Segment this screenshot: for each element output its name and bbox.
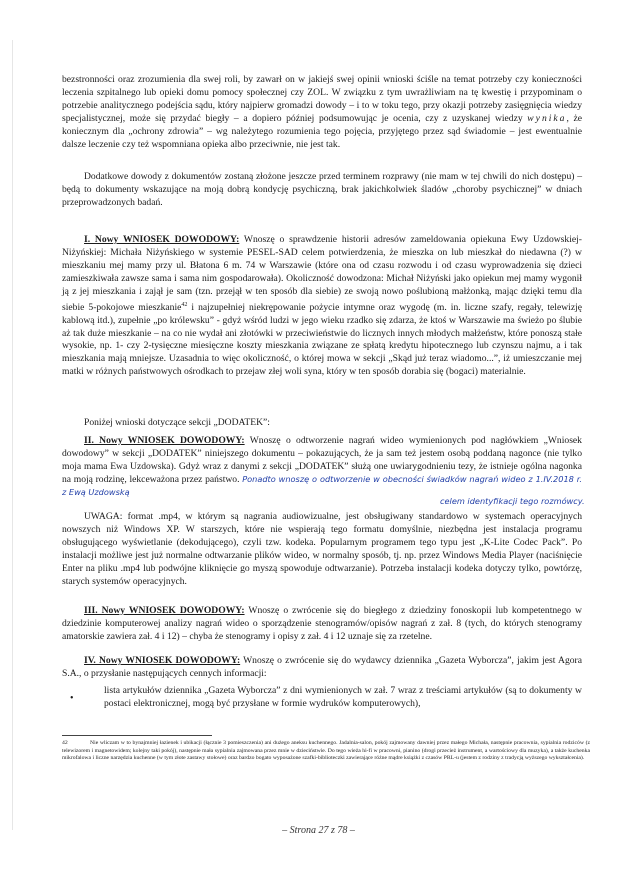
footnote-divider: [62, 735, 212, 736]
wniosek-2-heading: II. Nowy WNIOSEK DOWODOWY:: [84, 435, 245, 446]
page-number: – Strona 27 z 78 –: [282, 825, 355, 836]
handwritten-annotation-2: celem identyfikacji tego rozmówcy.: [440, 496, 585, 506]
scan-edge-line: [12, 40, 13, 830]
wniosek-3: III. Nowy WNIOSEK DOWODOWY: Wnoszę o zwrócenie się do biegłego z dziedziny fonoskopii lub kompetentnego w dziedzinie komputerowej analizy nagrań wideo o sporządzenie stenogramów/opisów nagrań z zał. 8 (tych, do których stenogramy amatorskie zawiera zał. 4 i 12) – chyba że stenogramy i opisy z zał. 4 i 12 uznaje się za rzetelne.: [62, 605, 582, 642]
spaced-word: wynika: [527, 112, 567, 124]
paragraph-bezstronnosci: bezstronności oraz zrozumienia dla swej roli, by zawarł on w jakiejś swej opinii wnioski ściśle na temat potrzeby czy konieczności leczenia szpitalnego lub opieki domu pomocy społecznej czy ZOL. W związku z tym uwrażliwiam na tę kwestię i przypominam o potrzebie analitycznego podejścia sądu, który najpierw gromadzi dowody – i to w toku tego, przy okazji potrzeby zasięgnięcia wiedzy specjalistycznej, może się przydać biegły – a dopiero później podsumowując je ocenia, czy z uzyskanej wiedzy wynika, że koniecznym dla „ochrony zdrowia” – wg należytego rozumienia tego pojęcia, przyjętego przez sąd świadomie – jest ewentualnie dalsze leczenie czy też wspomniana opieka albo przeciwnie, nie jest tak.: [62, 74, 582, 150]
footnote-42: 42 Nie wliczam w to bynajmniej łazienek i ubikacji (łącznie 3 pomieszczenia) ani dużego aneksu kuchennego. Jadalnia-salon, pokój zajmowany dawniej przez małego Michała, następnie pracownia, sypialnia rodziców (z telewizorem i magnetowidem; kolejny taki pokój), następnie mała sypialnia zajmowana przez mnie w dzieciństwie. Do tego wieża hi-fi w pracowni, pianino (drogi przecież instrument, a wartościowy dla muzyka), a także kuchenka mikrofalowa i liczne narzędzia kuchenne (w tym złote zastawy stołowe) oraz bardzo bogato wyposażone szafki-biblioteczki zawierające różne mądre książki z czasów PRL-u (jestem z rodziny z tradycją wyższego wykształcenia).: [62, 740, 590, 762]
bullet-icon: •: [70, 693, 74, 704]
bullet-item-1: lista artykułów dziennika „Gazeta Wyborcza” z dni wymienionych w zał. 7 wraz z treściami artykułów (są to dokumenty w postaci elektronicznej, mogą być przysłane w formie wydruków komputerowych),: [104, 685, 582, 709]
uwaga-paragraph: UWAGA: format .mp4, w którym są nagrania audiowizualne, jest obsługiwany standardowo w systemach operacyjnych nowszych niż Windows XP. W starszych, które nie wspierają tego formatu domyślnie, niezbędna jest instalacja programu obsługującego wyświetlanie (dekodującego), czyli tzw. kodeka. Popularnym programem tego typu jest „K-Lite Codec Pack”. Po instalacji możliwe jest już normalne odtwarzanie plików wideo, w normalny sposób, tj. np. przez Windows Media Player (naciśnięcie Enter na pliku .mp4 lub podwójne kliknięcie go myszą spowoduje odtwarzanie). Potrzeba instalacji kodeka dotyczy tylko, powtórzę, starych systemów operacyjnych.: [62, 511, 582, 587]
wniosek-4: IV. Nowy WNIOSEK DOWODOWY: Wnoszę o zwrócenie się do wydawcy dziennika „Gazeta Wyborcza”, jakim jest Agora S.A., o przysłanie następujących cennych informacji:: [62, 655, 582, 679]
paragraph-dodatkowe-dowody: Dodatkowe dowody z dokumentów zostaną złożone jeszcze przed terminem rozprawy (nie mam w tej chwili do nich dostępu) – będą to dokumenty wskazujące na moją dobrą kondycję psychiczną, brak jakichkolwiek śladów „choroby psychicznej” w dniach przeprowadzonych badań.: [62, 171, 582, 208]
handwritten-annotation-1: Ponadto wnoszę o odtworzenie w obecności świadków nagrań wideo z 1.IV.2018 r. z Ewą Uzdowską: [62, 473, 582, 497]
wniosek-4-heading: IV. Nowy WNIOSEK DOWODOWY:: [84, 655, 241, 666]
footnote-number: 42: [62, 740, 68, 746]
footnote-ref-42: 42: [181, 301, 188, 308]
wniosek-3-heading: III. Nowy WNIOSEK DOWODOWY:: [84, 605, 245, 616]
wniosek-2: II. Nowy WNIOSEK DOWODOWY: Wnoszę o odtworzenie nagrań wideo wymienionych pod nagłówkiem „Wniosek dowodowy” w sekcji „DODATEK” niniejszego dokumentu – pokazujących, że ja sam też jestem osobą poddaną nagonce (nie tylko moja mama Ewa Uzdowska). Gdyż wraz z danymi z sekcji „DODATEK” służą one uwiarygodnieniu tezy, że istnieje ogólna nagonka na moją rodzinę, lekceważona przez państwo. Ponadto wnoszę o odtworzenie w obecności świadków nagrań wideo z 1.IV.2018 r. z Ewą Uzdowską: [62, 435, 582, 497]
intro-dodatek: Poniżej wnioski dotyczące sekcji „DODATEK”:: [84, 417, 270, 428]
wniosek-1: I. Nowy WNIOSEK DOWODOWY: Wnoszę o sprawdzenie historii adresów zameldowania opiekuna Ewy Uzdowskiej-Niżyńskiej: Michała Niżyńskiego w systemie PESEL-SAD celem potwierdzenia, że mieszka on lub mieszkał do niedawna (?) w mieszkaniu mej mamy przy ul. Błatona 6 m. 74 w Warszawie (które ona od czasu rozwodu i od czasu wyprowadzenia się dzieci zamieszkiwała zawsze sama i sama nim gospodarowała). Okoliczność dowodzona: Michał Niżyński jako opiekun mej mamy wygonił ją z jej mieszkania i zajął je sam (tzn. przejął w ten sposób dla siebie) ze swoją nowo poślubioną małżonką, mając dzięki temu dla siebie 5-pokojowe mieszkanie$^{42}$ i najzupełniej niekrępowanie pożycie intymne oraz wygodę (m. in. liczne szafy, regały, telewizję kablową itd.), zupełnie „po królewsku” - gdyż wśród ludzi w jego wieku rzadko się zdarza, że ktoś w Warszawie ma świeżo po ślubie aż tak duże mieszkanie – na co nie wydał ani złotówki w przeciwieństwie do licznych innych młodych małżeństw, które ponoszą stałe wysokie, np. 1- czy 2-tysięczne miesięczne koszty mieszkania związane ze spłatą kredytu hipotecznego lub czynszu najmu, a i tak mieszkania mają mniejsze. Uzasadnia to więc okoliczność, o której mowa w sekcji „Skąd już teraz wiadomo...”, iż umieszczanie mej matki w różnych państwowych ośrodkach to przejaw złej woli syna, który w ten sposób dorabia się (bogaci) materialnie.: [62, 234, 583, 378]
wniosek-1-heading: I. Nowy WNIOSEK DOWODOWY:: [84, 234, 240, 245]
